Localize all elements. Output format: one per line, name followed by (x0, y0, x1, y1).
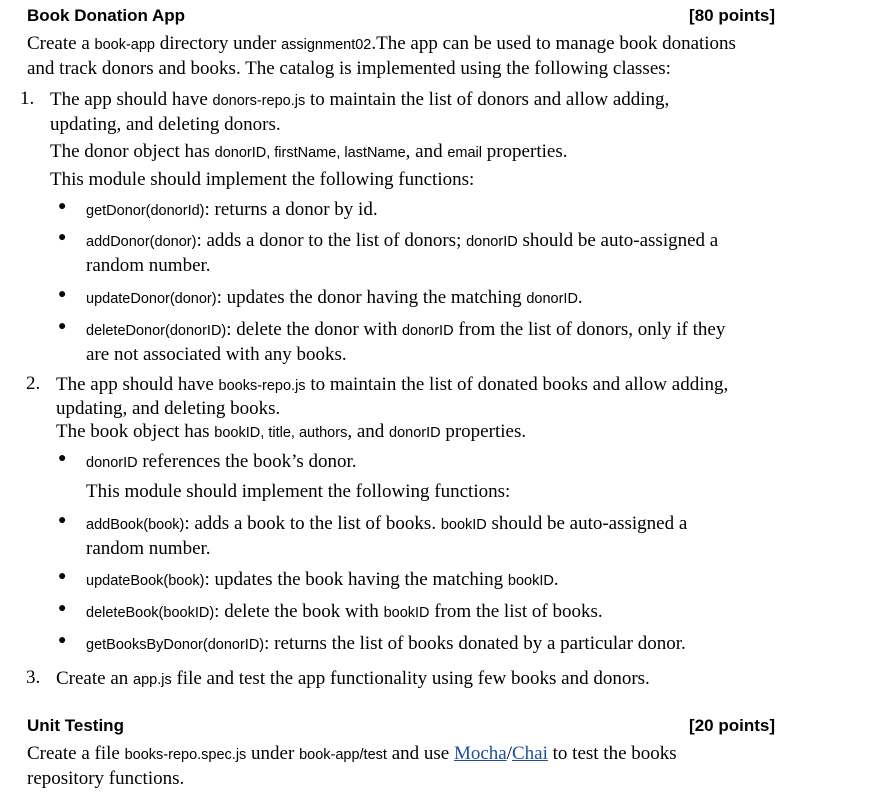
bullet: ● (58, 633, 67, 648)
bullet-updateDonor (86, 286, 583, 311)
module-desc: This module should implement the following functions: (86, 481, 511, 502)
code-books-repo: books-repo.js (218, 378, 306, 394)
module-desc: This module should implement the following functions: (50, 169, 475, 190)
separator: , and (405, 141, 448, 162)
code-email: email (447, 145, 482, 161)
item-text: updating, and deleting books. (56, 398, 281, 419)
code-lastName: lastName (344, 145, 406, 161)
mocha-link[interactable]: Mocha (453, 743, 507, 764)
item1-text (50, 88, 669, 137)
item2-text (56, 373, 728, 421)
intro-text: directory under (154, 33, 282, 54)
section-title: Unit Testing (27, 716, 124, 735)
bullet: ● (58, 230, 67, 245)
intro-line-1 (27, 32, 736, 57)
code-authors: authors (298, 425, 348, 441)
bullet: ● (58, 569, 67, 584)
bullet-text: : delete the donor with (226, 319, 402, 340)
item-text: file and test the app functionality using few books and donors. (171, 668, 650, 689)
code-updateBook: updateBook(book) (86, 573, 205, 589)
para-text: under (246, 743, 300, 764)
intro-text: Create a (27, 33, 95, 54)
item-text: The donor object has (50, 141, 215, 162)
list-number: 3. (26, 667, 41, 688)
donor-object-desc (50, 140, 567, 165)
item-text: updating, and deleting donors. (50, 114, 281, 135)
list-number: 2. (26, 373, 41, 394)
section-header-unit-testing (27, 716, 775, 736)
code-updateDonor: updateDonor(donor) (86, 291, 217, 307)
code-getBooksByDonor: getBooksByDonor(donorID) (86, 637, 265, 653)
item-text: properties. (481, 141, 568, 162)
section-points: [80 points] (689, 6, 775, 25)
bullet-getDonor (86, 198, 378, 223)
item-text: properties. (440, 421, 527, 442)
bullet-text: random number. (86, 538, 211, 559)
bullet-addBook (86, 512, 687, 561)
para-text: and use (386, 743, 454, 764)
separator: , (290, 425, 299, 441)
para-text: repository functions. (27, 768, 185, 789)
bullet: ● (58, 319, 67, 334)
bullet-text: from the list of donors, only if they (453, 319, 726, 340)
intro-paragraph (27, 32, 736, 81)
bullet: ● (58, 451, 67, 466)
book-object-desc (56, 420, 526, 445)
bullet-text: should be auto-assigned a (517, 230, 719, 251)
code-title: title (268, 425, 291, 441)
code-assignment02: assignment02 (281, 37, 372, 53)
code-donors-repo: donors-repo.js (212, 93, 306, 109)
bullet: ● (58, 513, 67, 528)
para-text: to test the books (547, 743, 677, 764)
bullet-text: : adds a book to the list of books. (184, 513, 441, 534)
section-header-book-donation (27, 6, 775, 26)
code-donorID: donorID (466, 234, 518, 250)
separator: , (266, 145, 275, 161)
bullet-text: : updates the book having the matching (204, 569, 508, 590)
code-bookID: bookID (383, 605, 430, 621)
code-bookID: bookID (440, 517, 487, 533)
section-points: [20 points] (689, 716, 775, 735)
bullet-text: are not associated with any books. (86, 344, 347, 365)
list-number: 1. (20, 88, 35, 109)
bullet-text: : adds a donor to the list of donors; (196, 230, 467, 251)
bullet-text: : delete the book with (214, 601, 384, 622)
bullet-updateBook (86, 568, 559, 593)
bullet-text: : returns a donor by id. (204, 199, 378, 220)
bullet: ● (58, 601, 67, 616)
bullet: ● (58, 199, 67, 214)
bullet-text: . (577, 287, 583, 308)
para-text: Create a file (27, 743, 125, 764)
bullet-deleteDonor (86, 318, 725, 367)
code-firstName: firstName (274, 145, 337, 161)
code-app-js: app.js (133, 672, 172, 688)
code-donorID: donorID (214, 145, 267, 161)
bullet-text: references the book’s donor. (137, 451, 357, 472)
code-deleteBook: deleteBook(bookID) (86, 605, 215, 621)
intro-text: .The app can be used to manage book donations (371, 33, 736, 54)
section-title: Book Donation App (27, 6, 186, 25)
item-text: The book object has (56, 421, 215, 442)
code-book-app: book-app (94, 37, 155, 53)
item3-text (56, 667, 650, 692)
separator: , (260, 425, 269, 441)
item-text: Create an (56, 668, 134, 689)
code-addDonor: addDonor(donor) (86, 234, 197, 250)
separator: / (506, 743, 512, 764)
item-text: The app should have (56, 374, 219, 395)
code-bookID: bookID (507, 573, 554, 589)
code-donorID: donorID (526, 291, 578, 307)
bullet-text: random number. (86, 255, 211, 276)
bullet-donorID-ref (86, 450, 357, 475)
item-text: to maintain the list of donors and allow adding, (305, 89, 670, 110)
item-text: to maintain the list of donated books and allow adding, (305, 374, 729, 395)
code-getDonor: getDonor(donorId) (86, 203, 205, 219)
unit-testing-paragraph (27, 742, 677, 791)
bullet-text: : updates the donor having the matching (216, 287, 527, 308)
intro-line-2: and track donors and books. The catalog is implemented using the following classes: (27, 58, 671, 79)
code-donorID: donorID (86, 455, 138, 471)
code-donorID: donorID (389, 425, 441, 441)
code-bookID: bookID (214, 425, 261, 441)
code-deleteDonor: deleteDonor(donorID) (86, 323, 227, 339)
code-donorID: donorID (401, 323, 454, 339)
separator: , (336, 145, 345, 161)
bullet-text: should be auto-assigned a (486, 513, 688, 534)
separator: , and (347, 421, 390, 442)
code-book-app-test: book-app/test (299, 747, 387, 763)
bullet-addDonor (86, 229, 718, 278)
bullet-text: : returns the list of books donated by a particular donor. (264, 633, 686, 654)
item-text: The app should have (50, 89, 213, 110)
bullet-getBooksByDonor (86, 632, 686, 657)
chai-link[interactable]: Chai (512, 743, 548, 764)
bullet-deleteBook (86, 600, 603, 625)
code-addBook: addBook(book) (86, 517, 185, 533)
bullet-text: . (553, 569, 559, 590)
code-books-repo-spec: books-repo.spec.js (124, 747, 247, 763)
bullet-text: from the list of books. (429, 601, 603, 622)
bullet: ● (58, 287, 67, 302)
